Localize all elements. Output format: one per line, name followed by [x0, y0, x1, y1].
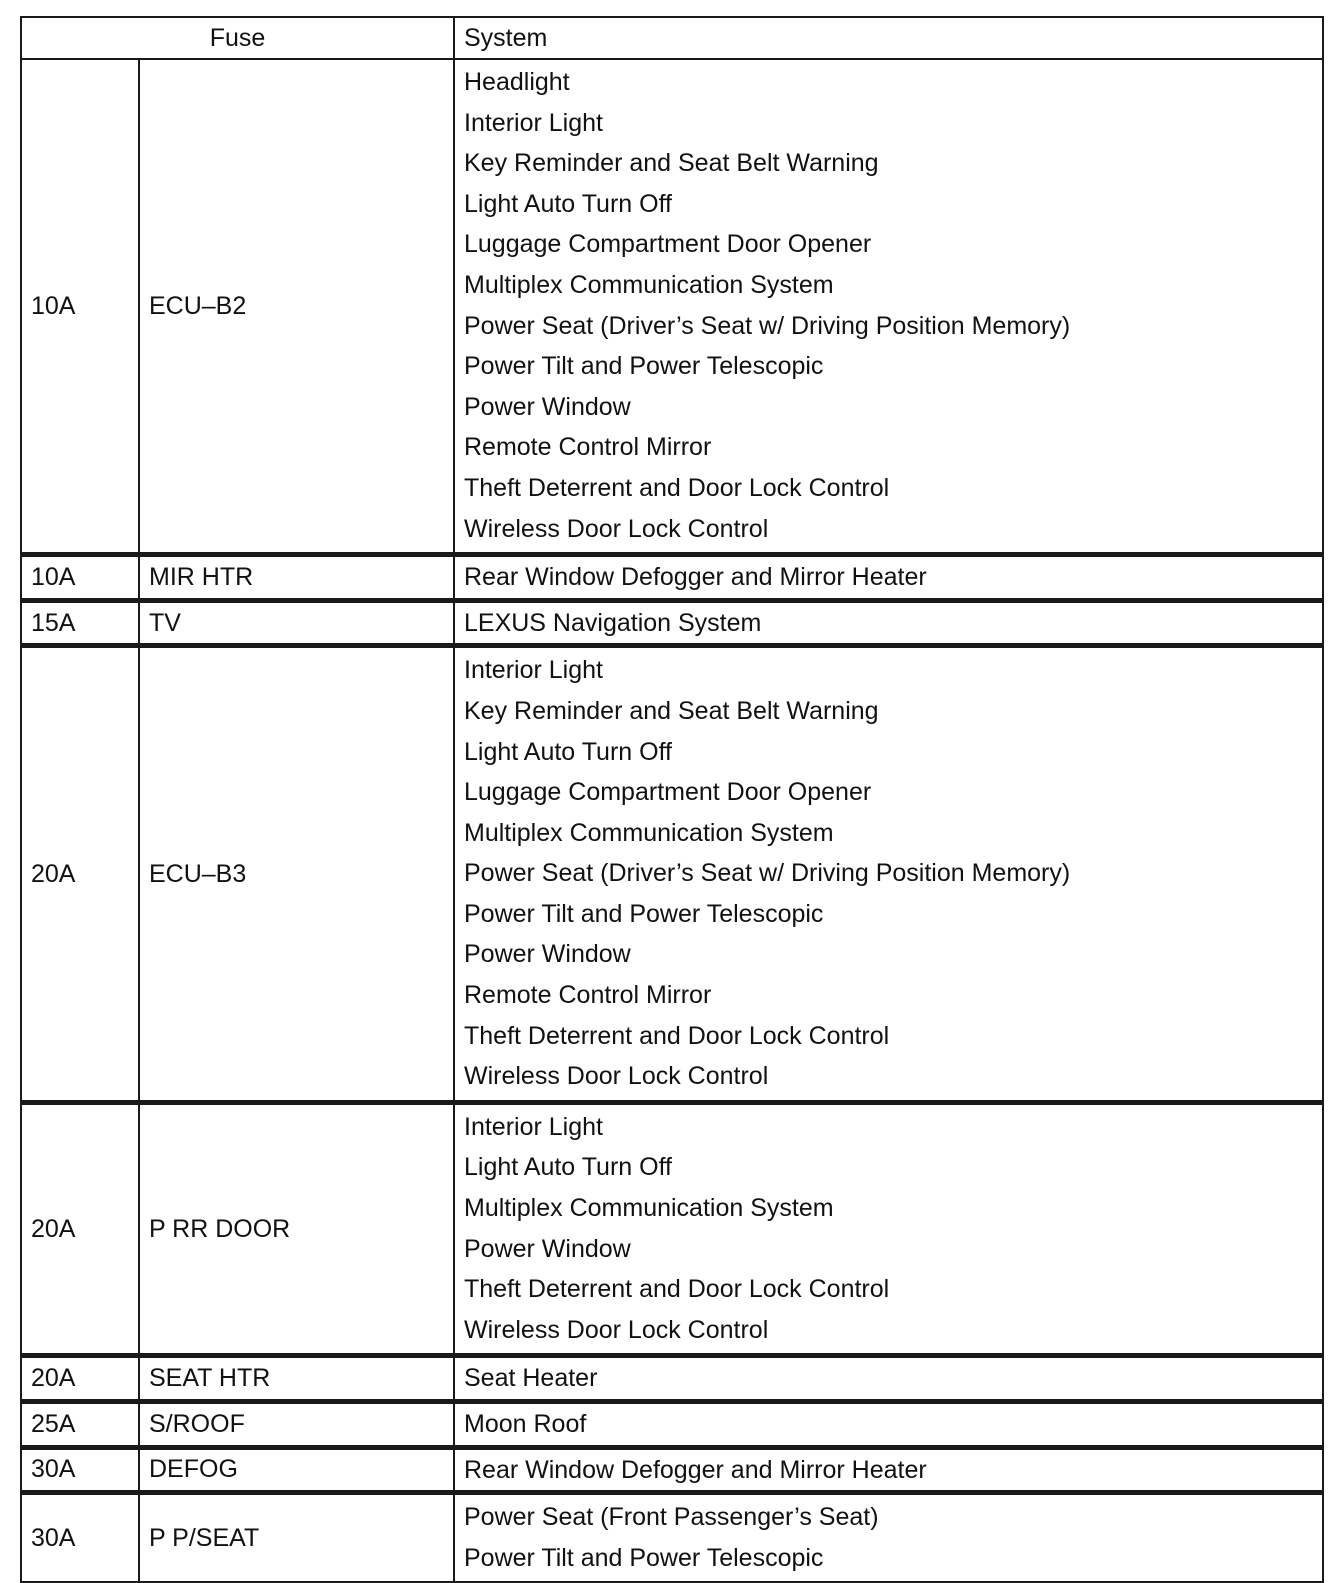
table-row	[21, 1493, 1323, 1583]
system-list	[454, 1447, 1323, 1493]
system-item: Interior Light	[464, 656, 603, 685]
fuse-name: P P/SEAT	[139, 1493, 454, 1583]
system-item: Power Window	[464, 392, 631, 421]
system-list	[454, 1402, 1323, 1448]
fuse-name: SEAT HTR	[139, 1356, 454, 1402]
system-item: Power Seat (Front Passenger’s Seat)	[464, 1503, 879, 1532]
fuse-table-body	[21, 59, 1323, 1582]
table-header-row	[21, 17, 1323, 59]
system-item: Wireless Door Lock Control	[464, 514, 769, 543]
fuse-name: DEFOG	[139, 1447, 454, 1493]
system-item: Luggage Compartment Door Opener	[464, 778, 872, 807]
fuse-name: MIR HTR	[139, 555, 454, 601]
system-item: Power Window	[464, 1234, 631, 1263]
system-item: Power Tilt and Power Telescopic	[464, 352, 824, 381]
system-item: Light Auto Turn Off	[464, 189, 673, 218]
fuse-name: S/ROOF	[139, 1402, 454, 1448]
fuse-name: TV	[139, 600, 454, 646]
fuse-amperage: 20A	[21, 1102, 139, 1356]
fuse-amperage: 20A	[21, 1356, 139, 1402]
system-item: Wireless Door Lock Control	[464, 1315, 769, 1344]
system-item: Interior Light	[464, 1112, 603, 1141]
system-item: Theft Deterrent and Door Lock Control	[464, 1275, 890, 1304]
system-item: Multiplex Communication System	[464, 818, 834, 847]
table-row	[21, 1356, 1323, 1402]
table-row	[21, 1402, 1323, 1448]
system-item: Light Auto Turn Off	[464, 737, 673, 766]
system-item: Remote Control Mirror	[464, 981, 712, 1010]
fuse-amperage: 10A	[21, 555, 139, 601]
table-row	[21, 1102, 1323, 1356]
system-item: Remote Control Mirror	[464, 433, 712, 462]
system-item: Multiplex Communication System	[464, 1194, 834, 1223]
system-item: Multiplex Communication System	[464, 270, 834, 299]
table-row	[21, 59, 1323, 555]
header-system: System	[454, 17, 1323, 59]
system-list	[454, 600, 1323, 646]
system-item: Power Window	[464, 940, 631, 969]
system-item: Rear Window Defogger and Mirror Heater	[464, 1455, 927, 1484]
fuse-document	[20, 16, 1322, 1583]
system-item: Power Tilt and Power Telescopic	[464, 1543, 824, 1572]
table-row	[21, 1447, 1323, 1493]
fuse-amperage: 20A	[21, 646, 139, 1103]
system-item: Interior Light	[464, 108, 603, 137]
fuse-amperage: 15A	[21, 600, 139, 646]
system-item: Wireless Door Lock Control	[464, 1062, 769, 1091]
table-row	[21, 646, 1323, 1103]
system-list	[454, 59, 1323, 555]
system-item: Luggage Compartment Door Opener	[464, 230, 872, 259]
system-item: Power Seat (Driver’s Seat w/ Driving Position Memory)	[464, 859, 1071, 888]
fuse-amperage: 30A	[21, 1493, 139, 1583]
system-item: Headlight	[464, 68, 570, 96]
system-item: Power Tilt and Power Telescopic	[464, 899, 824, 928]
fuse-name: ECU–B3	[139, 646, 454, 1103]
system-list	[454, 1102, 1323, 1356]
fuse-name: ECU–B2	[139, 59, 454, 555]
fuse-amperage: 25A	[21, 1402, 139, 1448]
header-fuse: Fuse	[21, 17, 454, 59]
fuse-name: P RR DOOR	[139, 1102, 454, 1356]
fuse-amperage: 30A	[21, 1447, 139, 1493]
system-item: Rear Window Defogger and Mirror Heater	[464, 563, 927, 592]
system-list	[454, 1493, 1323, 1583]
system-item: Light Auto Turn Off	[464, 1153, 673, 1182]
system-item: Theft Deterrent and Door Lock Control	[464, 1021, 890, 1050]
system-item: Seat Heater	[464, 1364, 598, 1393]
system-item: Key Reminder and Seat Belt Warning	[464, 696, 879, 725]
fuse-table	[20, 16, 1324, 1583]
system-list	[454, 646, 1323, 1103]
system-list	[454, 555, 1323, 601]
system-item: Theft Deterrent and Door Lock Control	[464, 473, 890, 502]
system-list	[454, 1356, 1323, 1402]
fuse-amperage: 10A	[21, 59, 139, 555]
table-row	[21, 555, 1323, 601]
system-item: Moon Roof	[464, 1410, 587, 1438]
system-item: LEXUS Navigation System	[464, 608, 762, 637]
system-item: Key Reminder and Seat Belt Warning	[464, 149, 879, 178]
system-item: Power Seat (Driver’s Seat w/ Driving Position Memory)	[464, 311, 1071, 340]
table-row	[21, 600, 1323, 646]
